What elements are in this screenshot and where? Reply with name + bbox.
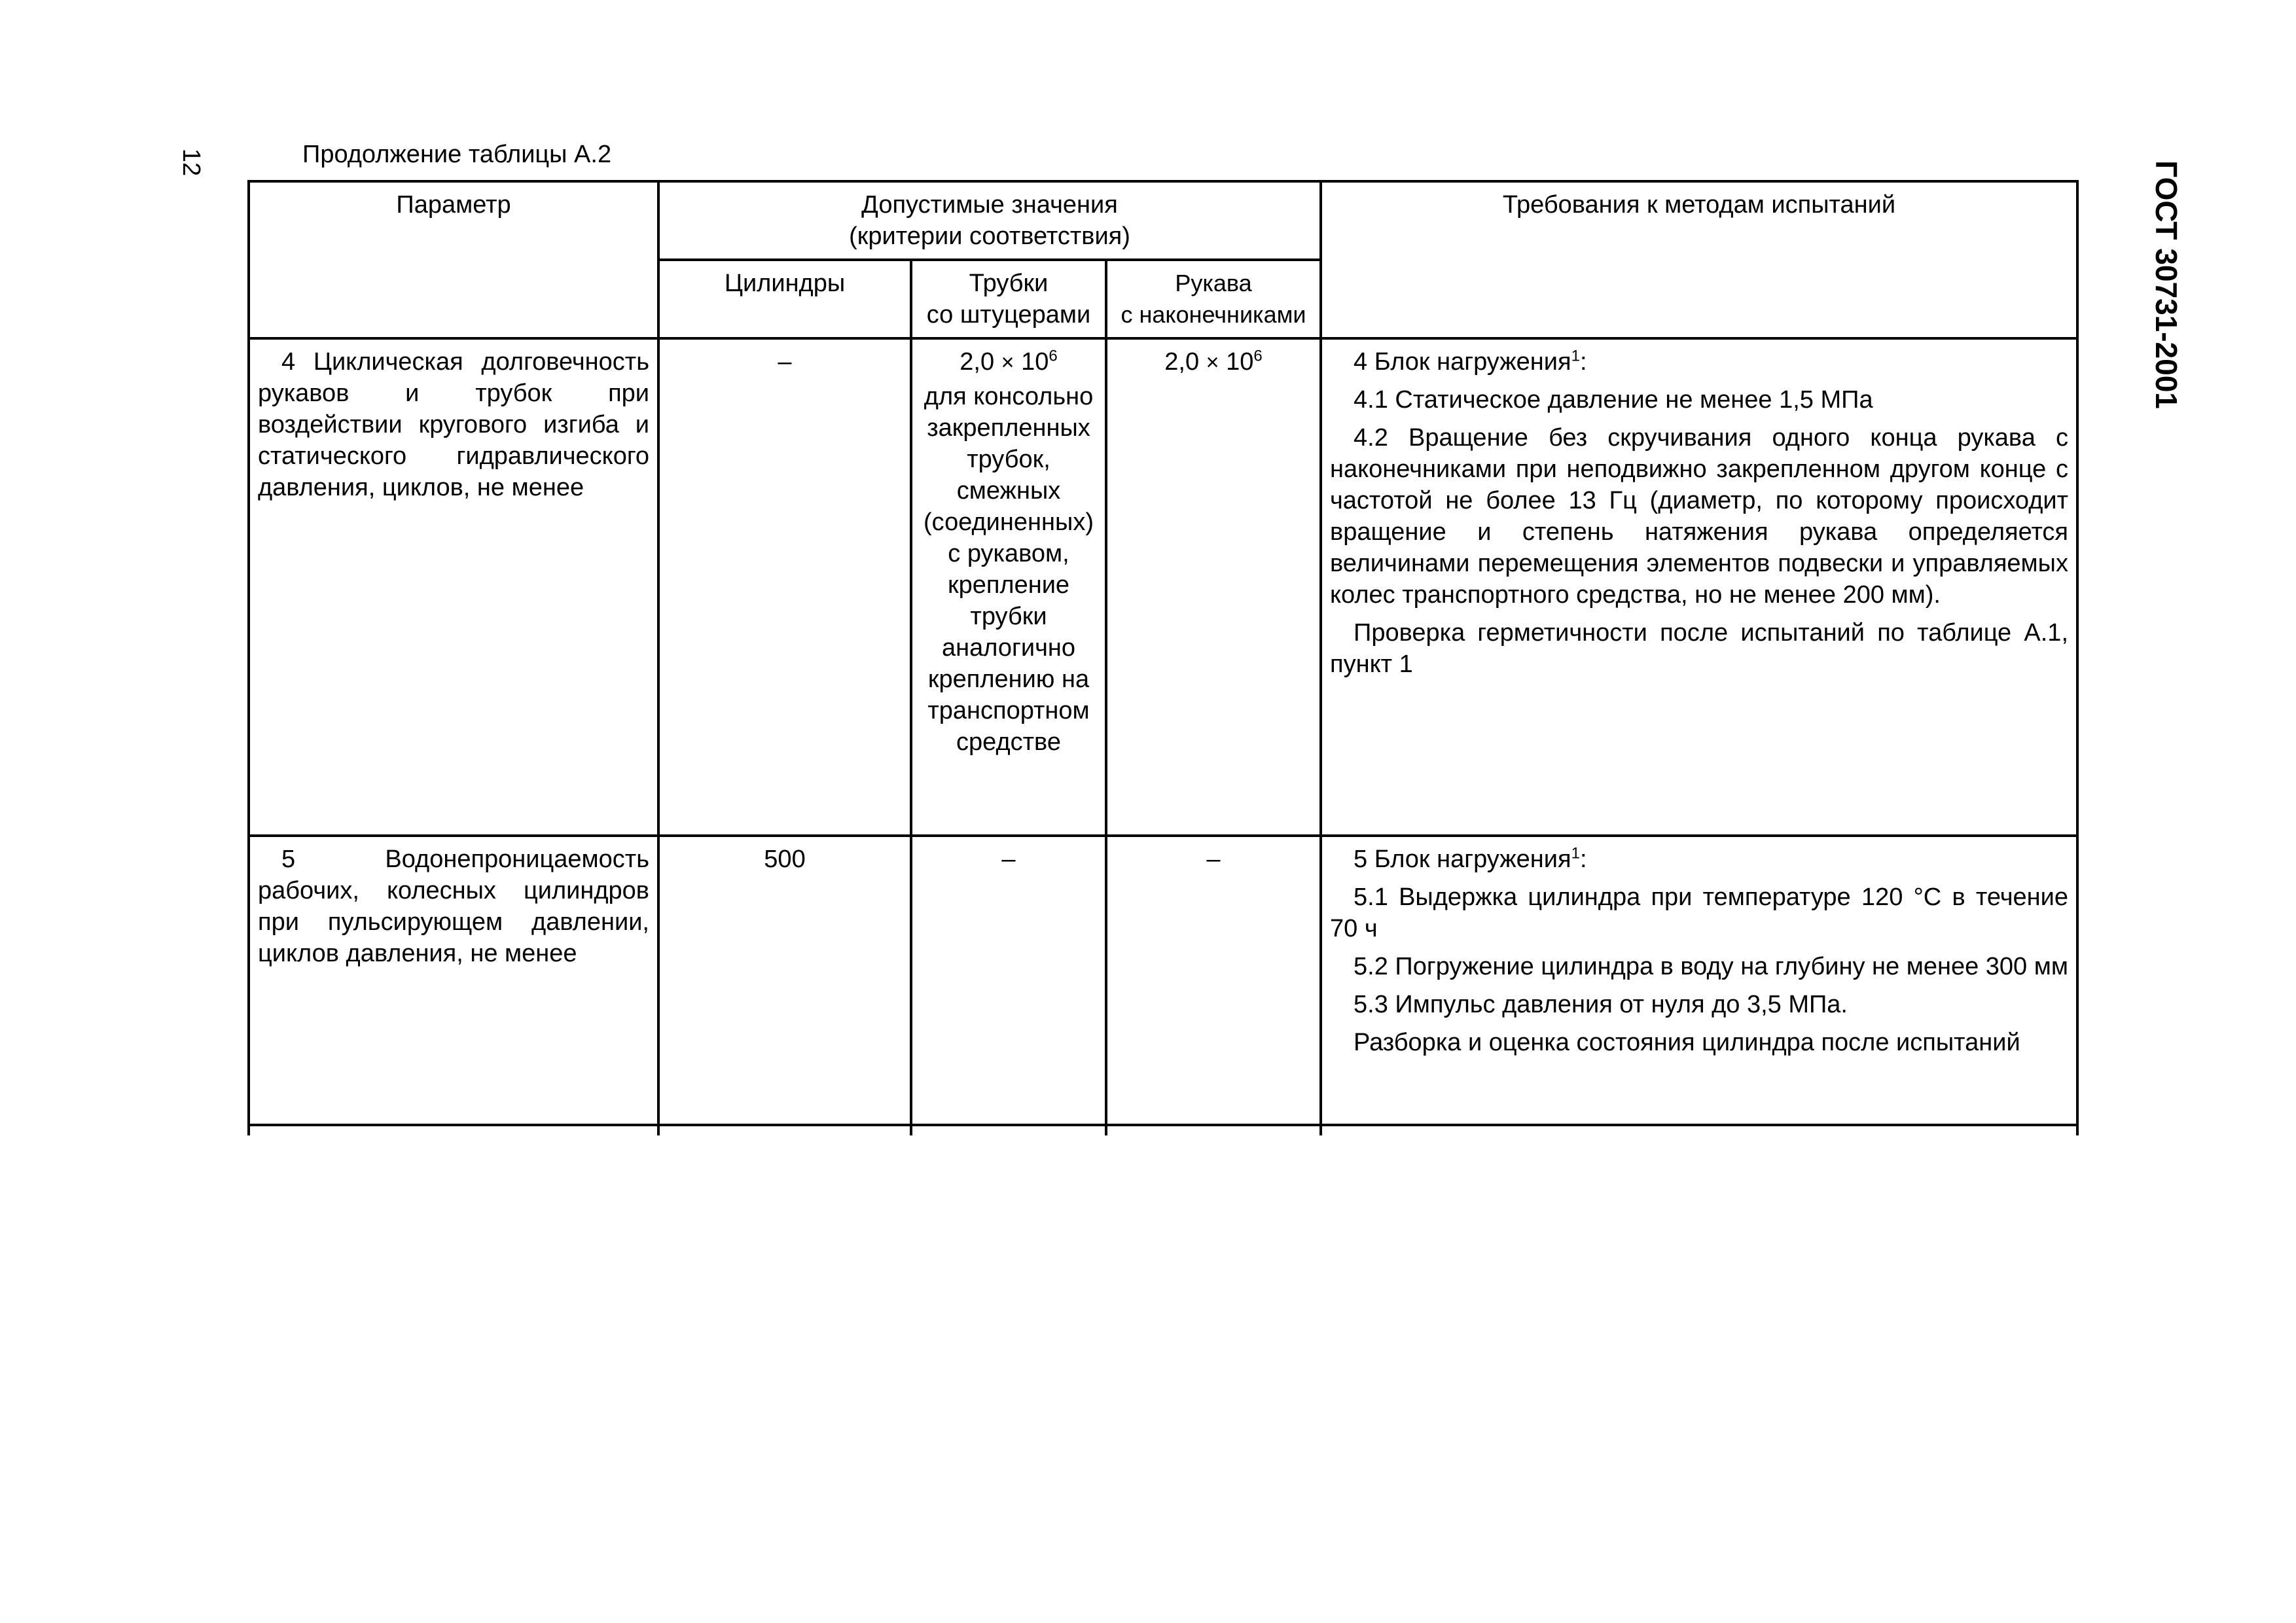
row5-req-item: 5.2 Погружение цилиндра в воду на глубину не менее 300 мм [1354, 953, 2068, 980]
header-row-1 [249, 181, 2077, 260]
stub-cell [1106, 1125, 1321, 1135]
row4-req-item: Проверка герметичности после испытаний по таблице А.1, пункт 1 [1330, 619, 2068, 678]
row5-requirements [1321, 836, 2077, 1125]
stub-cell [911, 1125, 1106, 1135]
row5-req-item: 5.3 Импульс давления от нуля до 3,5 МПа. [1354, 991, 1848, 1018]
header-requirements: Требования к методам испытаний [1321, 181, 2077, 338]
row5-req-title: 5 Блок нагружения$^1$: [1354, 844, 1587, 873]
document-code: ГОСТ 30731-2001 [2149, 160, 2183, 409]
header-hoses: Рукава с наконечниками [1106, 260, 1321, 338]
stub-cell [658, 1125, 911, 1135]
row4-requirements [1321, 338, 2077, 836]
row5-hoses: – [1106, 836, 1321, 1125]
row4-tubes-note: для консольно закрепленных трубок, смежных (соединенных) с рукавом, крепление трубки аналогично креплению на транспортном средстве [924, 383, 1094, 756]
row5-req-item: 5.1 Выдержка цилиндра при температуре 120 °С в течение 70 ч [1330, 883, 2068, 942]
row4-tubes [911, 338, 1106, 836]
stub-cell [249, 1125, 658, 1135]
row4-req-title: 4 Блок нагружения$^1$: [1354, 347, 1587, 376]
row5-cylinders: 500 [658, 836, 911, 1125]
page-number: 12 [177, 148, 205, 177]
table-row [249, 836, 2077, 1125]
header-allowed-values: Допустимые значения (критерии соответствия) [658, 181, 1321, 260]
row4-hoses: $2,0 \times 10^6$ [1106, 338, 1321, 836]
row4-req-item: 4.2 Вращение без скручивания одного конца рукава с наконечниками при неподвижно закрепленном другом конце с частотой не более 13 Гц (диаметр, по которому происходит вращение и степень натяжения рукава определяется величинами перемещения элементов подвески и управляемых колес транспортного средства, но не менее 200 мм). [1330, 424, 2068, 609]
row4-req-item: 4.1 Статическое давление не менее 1,5 МПа [1354, 386, 1873, 414]
requirements-table [247, 180, 2079, 1135]
row4-parameter: 4 Циклическая долговечность рукавов и трубок при воздействии кругового изгиба и статического гидравлического давления, циклов, не менее [249, 338, 658, 836]
row5-tubes: – [911, 836, 1106, 1125]
row5-req-item: Разборка и оценка состояния цилиндра после испытаний [1354, 1029, 2020, 1056]
row5-parameter: 5 Водонепроницаемость рабочих, колесных цилиндров при пульсирующем давлении, циклов давления, не менее [249, 836, 658, 1125]
table-row [249, 338, 2077, 836]
row4-tubes-value: $2,0 \times 10^6$ [960, 347, 1058, 376]
stub-cell [1321, 1125, 2077, 1135]
header-tubes: Трубки со штуцерами [911, 260, 1106, 338]
header-parameter: Параметр [249, 181, 658, 338]
header-cylinders: Цилиндры [658, 260, 911, 338]
table-caption: Продолжение таблицы А.2 [302, 141, 612, 168]
row4-cylinders: – [658, 338, 911, 836]
table-continuation-stub [249, 1125, 2077, 1135]
